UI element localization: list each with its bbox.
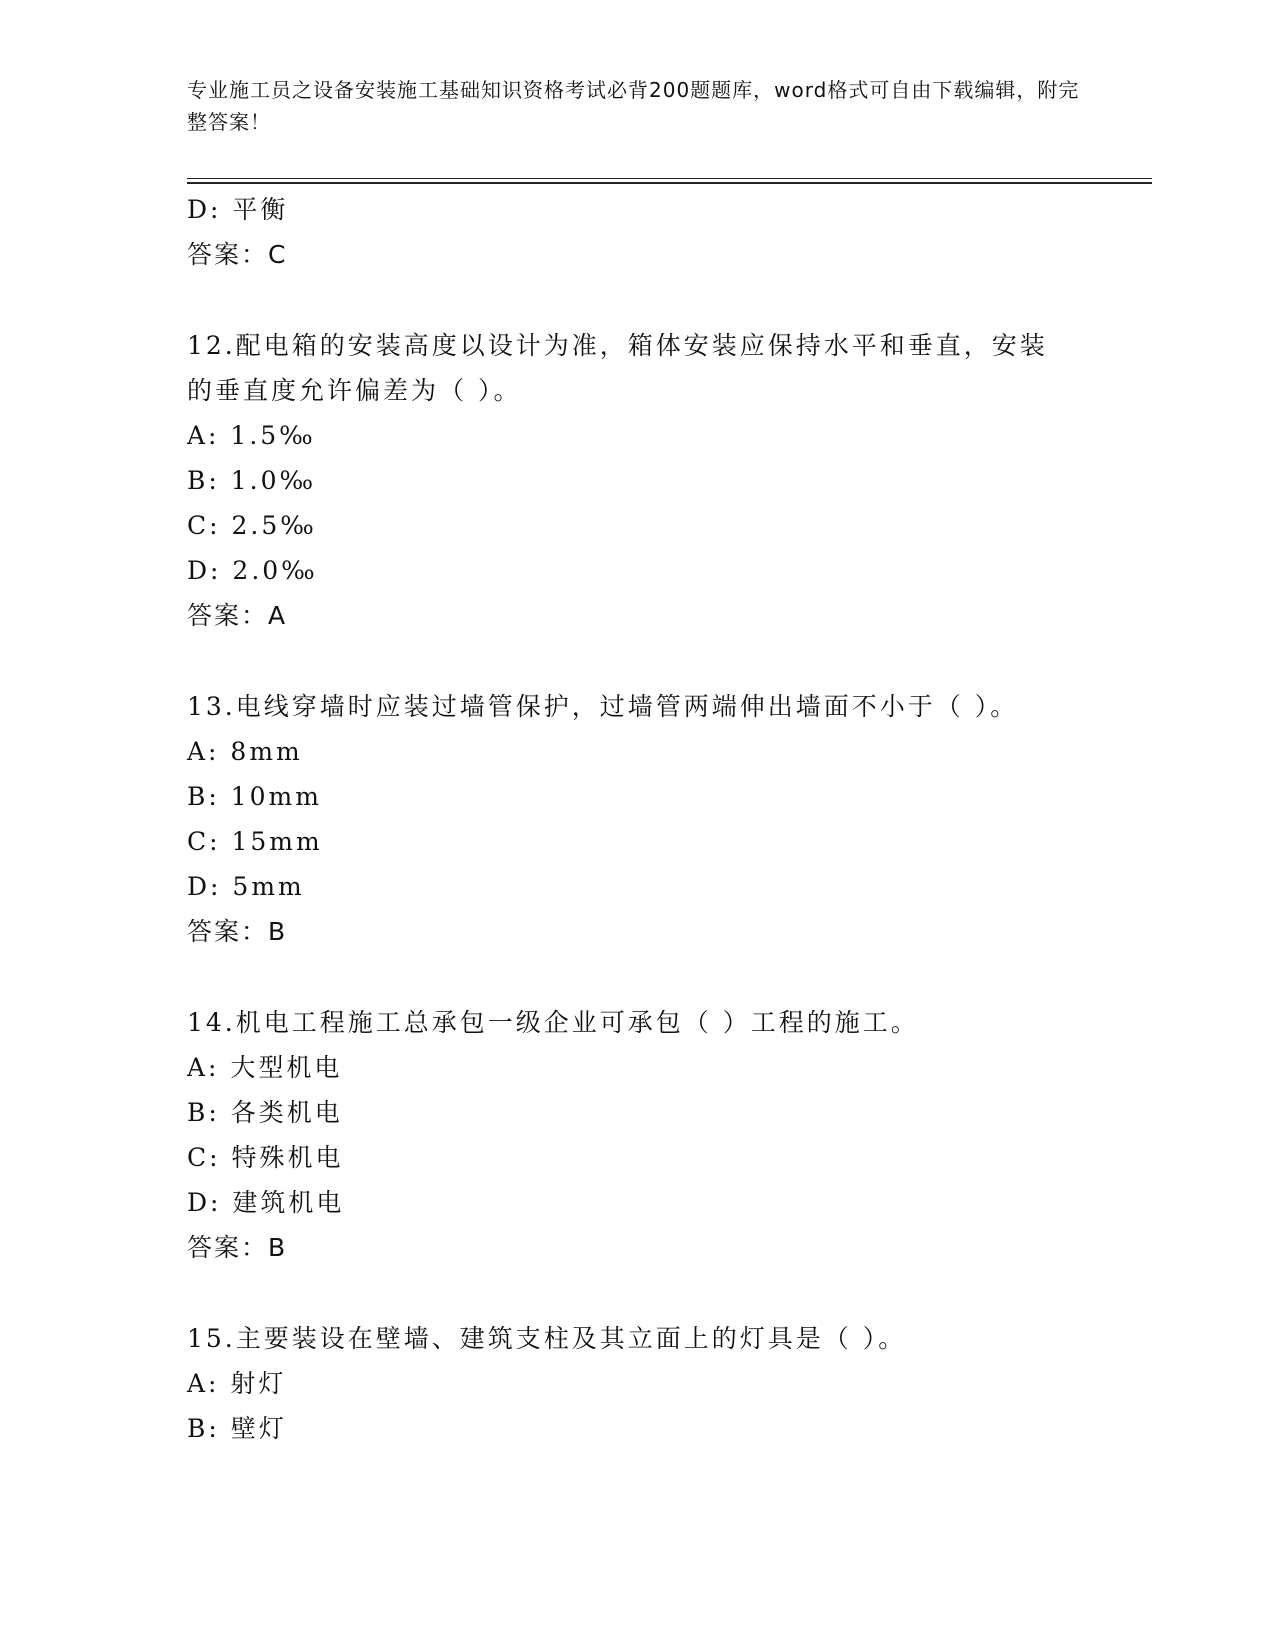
answer: 答案：B	[187, 1233, 288, 1262]
header-divider-thick	[187, 182, 1152, 184]
spacer	[187, 638, 1087, 684]
option-d: D: 5mm	[187, 872, 305, 901]
question-stem: 13.电线穿墙时应装过墙管保护，过墙管两端伸出墙面不小于（ ）。	[187, 692, 1019, 721]
spacer	[187, 277, 1087, 323]
header-divider	[187, 178, 1152, 179]
option-c: C: 2.5‰	[187, 511, 317, 540]
spacer	[187, 1270, 1087, 1316]
option-d: D: 建筑机电	[187, 1188, 345, 1217]
option-b: B: 10mm	[187, 782, 322, 811]
option-b: B: 各类机电	[187, 1098, 343, 1127]
option-c: C: 15mm	[187, 827, 323, 856]
answer: 答案：B	[187, 917, 288, 946]
answer: 答案：A	[187, 601, 288, 630]
document-header: 专业施工员之设备安装施工基础知识资格考试必背200题题库，word格式可自由下载编辑，附完整答案！	[187, 78, 1080, 134]
question-list	[187, 187, 1087, 1451]
option-d: D: 2.0‰	[187, 556, 318, 585]
spacer	[187, 954, 1087, 1000]
option-d: D: 平衡	[187, 195, 289, 224]
option-c: C: 特殊机电	[187, 1143, 344, 1172]
option-a: A: 8mm	[187, 737, 303, 766]
option-a: A: 大型机电	[187, 1053, 343, 1082]
answer: 答案：C	[187, 240, 288, 269]
question-stem: 15.主要装设在壁墙、建筑支柱及其立面上的灯具是（ ）。	[187, 1324, 907, 1353]
question-stem: 14.机电工程施工总承包一级企业可承包（ ）工程的施工。	[187, 1008, 919, 1037]
option-a: A: 射灯	[187, 1369, 287, 1398]
option-a: A: 1.5‰	[187, 421, 316, 450]
option-b: B: 1.0‰	[187, 466, 317, 495]
option-b: B: 壁灯	[187, 1414, 287, 1443]
question-stem: 12.配电箱的安装高度以设计为准，箱体安装应保持水平和垂直，安装的垂直度允许偏差为（ ）。	[187, 331, 1048, 405]
